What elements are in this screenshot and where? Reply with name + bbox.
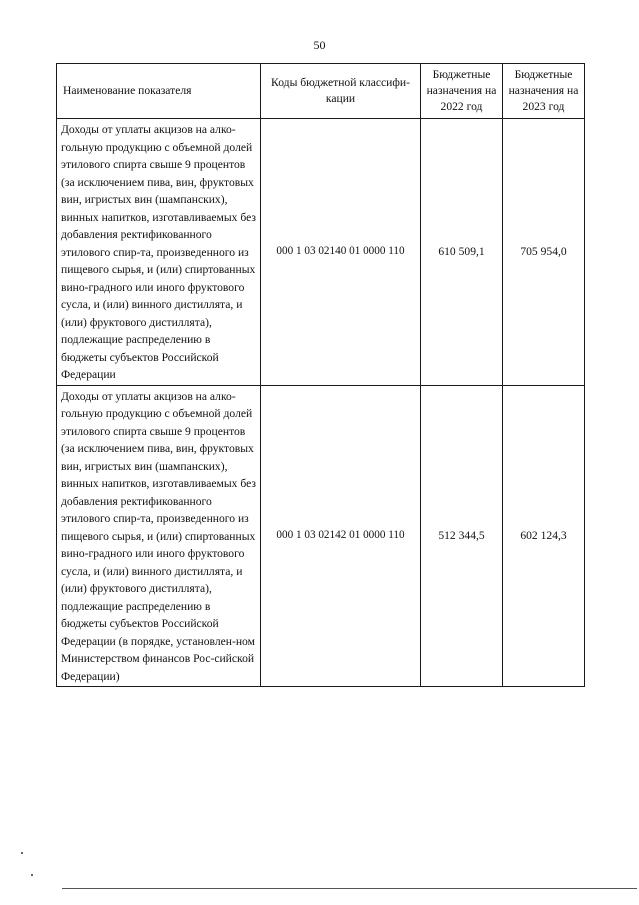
header-name: Наименование показателя xyxy=(57,64,261,119)
table-header-row xyxy=(57,64,585,119)
row-amount-2022: 512 344,5 xyxy=(421,385,503,687)
table-row xyxy=(57,385,585,687)
row-indicator-name: Доходы от уплаты акцизов на алко-гольную продукцию с объемной долей этилового спирта свыше 9 процентов (за исключением пива, вин, фруктовых вин, игристых вин (шампанских), винных напитков, изготавливаемых без добавления ректификованного этилового спир-та, произведенного из пищевого сырья, и (или) спиртованных вино-градного или иного фруктового сусла, и (или) винного дистиллята, и (или) фруктового дистиллята), подлежащие распределению в бюджеты субъектов Российской Федерации (в порядке, установлен-ном Министерством финансов Рос-сийской Федерации) xyxy=(57,385,261,687)
scan-edge-line xyxy=(62,888,637,889)
row-indicator-name: Доходы от уплаты акцизов на алко-гольную продукцию с объемной долей этилового спирта свыше 9 процентов (за исключением пива, вин, фруктовых вин, игристых вин (шампанских), винных напитков, изготавливаемых без добавления ректификованного этилового спир-та, произведенного из пищевого сырья, и (или) спиртованных вино-градного или иного фруктового сусла, и (или) винного дистиллята, и (или) фруктового дистиллята), подлежащие распределению в бюджеты субъектов Российской Федерации xyxy=(57,119,261,386)
row-amount-2022: 610 509,1 xyxy=(421,119,503,386)
page-number: 50 xyxy=(313,38,326,52)
row-classification-code: 000 1 03 02142 01 0000 110 xyxy=(261,385,421,687)
row-amount-2023: 705 954,0 xyxy=(503,119,585,386)
scan-speck xyxy=(31,874,33,876)
budget-table xyxy=(56,63,585,687)
header-code: Коды бюджетной классифи-кации xyxy=(261,64,421,119)
scan-speck xyxy=(21,852,23,854)
table-row xyxy=(57,119,585,386)
header-year-2023: Бюджетные назначения на 2023 год xyxy=(503,64,585,119)
row-amount-2023: 602 124,3 xyxy=(503,385,585,687)
row-classification-code: 000 1 03 02140 01 0000 110 xyxy=(261,119,421,386)
header-year-2022: Бюджетные назначения на 2022 год xyxy=(421,64,503,119)
